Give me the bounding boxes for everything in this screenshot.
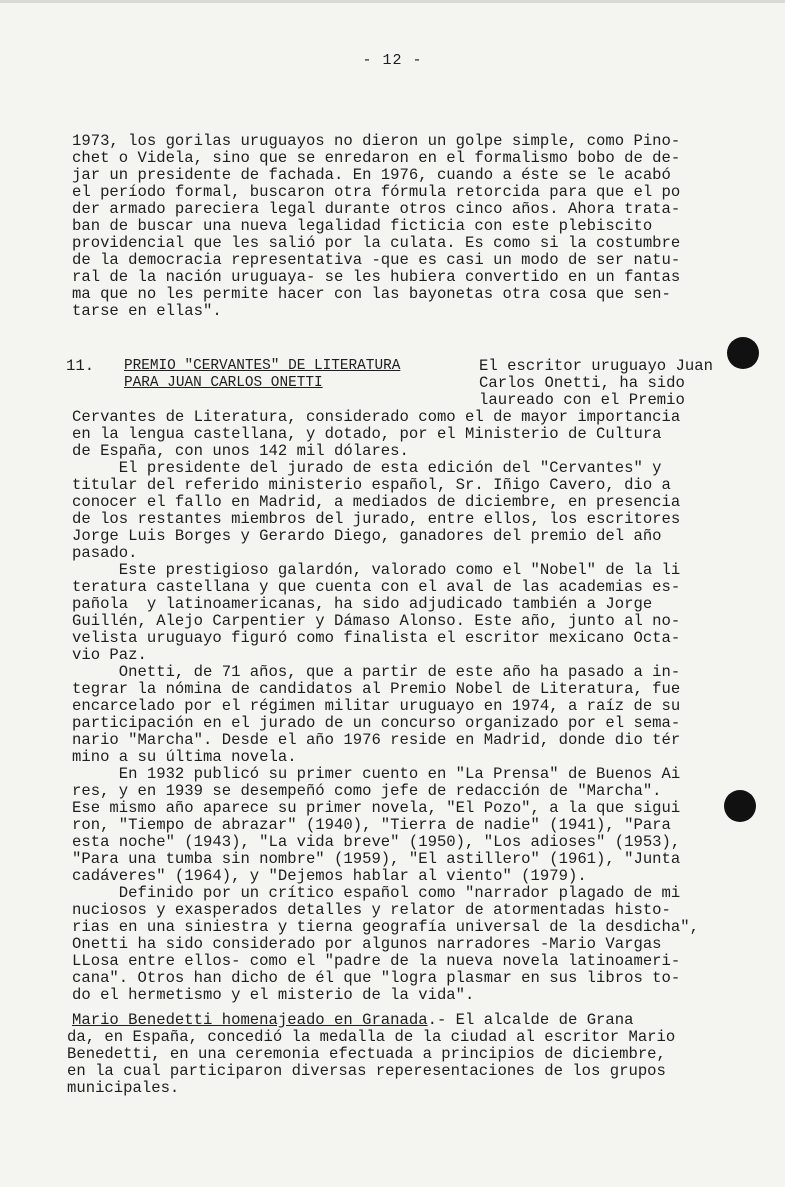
- text-line: ban de buscar una nueva legalidad ficticia con este plebiscito: [72, 217, 653, 235]
- text-line: nuciosos y exasperados detalles y relator de atormentadas histo-: [72, 901, 671, 919]
- text-line: teratura castellana y que cuenta con el aval de las academias es-: [72, 578, 681, 596]
- section-title-line-2: PARA JUAN CARLOS ONETTI: [124, 375, 323, 391]
- text-line: "Para una tumba sin nombre" (1959), "El astillero" (1961), "Junta: [72, 850, 681, 868]
- text-line: El presidente del jurado de esta edición del "Cervantes" y: [72, 459, 662, 477]
- text-line: Este prestigioso galardón, valorado como el "Nobel" de la li: [72, 561, 681, 579]
- text-line: conocer el fallo en Madrid, a mediados de diciembre, en presencia: [72, 493, 681, 511]
- benedetti-heading-line: [72, 1012, 633, 1029]
- page-number: - 12 -: [362, 52, 423, 69]
- punch-hole: [727, 337, 759, 369]
- text-line: En 1932 publicó su primer cuento en "La Prensa" de Buenos Ai: [72, 765, 681, 783]
- text-line: 1973, los gorilas uruguayos no dieron un golpe simple, como Pino-: [72, 132, 681, 150]
- text-line: Benedetti, en una ceremonia efectuada a principios de diciembre,: [67, 1045, 666, 1063]
- text-line: mino a su última novela.: [72, 748, 297, 766]
- text-line: Ese mismo año aparece su primer novela, "El Pozo", a la que sigui: [72, 799, 681, 817]
- text-line: el período formal, buscaron otra fórmula retorcida para que el po: [72, 183, 681, 201]
- text-line: tarse en ellas".: [72, 302, 222, 320]
- text-line: en la lengua castellana, y dotado, por el Ministerio de Cultura: [72, 425, 662, 443]
- text-line: municipales.: [67, 1079, 180, 1097]
- text-line: providencial que les salió por la culata. Es como si la costumbre: [72, 234, 681, 252]
- section-lead-line: laureado con el Premio: [479, 391, 685, 409]
- text-line: Cervantes de Literatura, considerado como el de mayor importancia: [72, 408, 681, 426]
- text-line: de España, con unos 142 mil dólares.: [72, 442, 409, 460]
- page-top-edge: [0, 0, 785, 3]
- section-lead-line: El escritor uruguayo Juan: [479, 357, 713, 375]
- text-line: ron, "Tiempo de abrazar" (1940), "Tierra de nadie" (1941), "Para: [72, 816, 671, 834]
- text-line: tegrar la nómina de candidatos al Premio Nobel de Literatura, fue: [72, 680, 681, 698]
- text-line: esta noche" (1943), "La vida breve" (1950), "Los adioses" (1953),: [72, 833, 681, 851]
- benedetti-title: Mario Benedetti homenajeado en Granada: [72, 1011, 428, 1029]
- text-line: Onetti, de 71 años, que a partir de este año ha pasado a in-: [72, 663, 681, 681]
- text-line: en la cual participaron diversas reperesentaciones de los grupos: [67, 1062, 666, 1080]
- text-line: chet o Videla, sino que se enredaron en el formalismo bobo de de-: [72, 149, 681, 167]
- text-line: nario "Marcha". Desde el año 1976 reside en Madrid, donde dio tér: [72, 731, 681, 749]
- text-line: da, en España, concedió la medalla de la ciudad al escritor Mario: [67, 1028, 676, 1046]
- section-lead-line: Carlos Onetti, ha sido: [479, 374, 685, 392]
- text-line: rias en una siniestra y tierna geografía universal de la desdicha",: [72, 918, 699, 936]
- text-line: Onetti ha sido considerado por algunos narradores -Mario Vargas: [72, 935, 662, 953]
- text-line: cadáveres" (1964), y "Dejemos hablar al viento" (1979).: [72, 867, 587, 885]
- text-line: der armado pareciera legal durante otros cinco años. Ahora trata-: [72, 200, 681, 218]
- section-title-line-1: PREMIO "CERVANTES" DE LITERATURA: [124, 358, 401, 374]
- text-line: participación en el jurado de un concurso organizado por el sema-: [72, 714, 681, 732]
- text-line: ma que no les permite hacer con las bayonetas otra cosa que sen-: [72, 285, 671, 303]
- text-line: titular del referido ministerio español, Sr. Iñigo Cavero, dio a: [72, 476, 671, 494]
- text-line: encarcelado por el régimen militar uruguayo en 1974, a raíz de su: [72, 697, 681, 715]
- text-line: res, y en 1939 se desempeñó como jefe de redacción de "Marcha".: [72, 782, 662, 800]
- section-number: 11.: [66, 357, 95, 375]
- text-line: Jorge Luis Borges y Gerardo Diego, ganadores del premio del año: [72, 527, 662, 545]
- text-line: Definido por un crítico español como "narrador plagado de mi: [72, 884, 681, 902]
- text-line: cana". Otros han dicho de él que "logra plasmar en sus libros to-: [72, 969, 681, 987]
- text-line: de la democracia representativa -que es casi un modo de ser natu-: [72, 251, 681, 269]
- text-line: de los restantes miembros del jurado, entre ellos, los escritores: [72, 510, 681, 528]
- text-line: velista uruguayo figuró como finalista el escritor mexicano Octa-: [72, 629, 681, 647]
- text-line: ral de la nación uruguaya- se les hubiera convertido en un fantas: [72, 268, 681, 286]
- text-line: Guillén, Alejo Carpentier y Dámaso Alonso. Este año, junto al no-: [72, 612, 681, 630]
- text-line: vio Paz.: [72, 646, 147, 664]
- text-line: LLosa entre ellos- como el "padre de la nueva novela latinoameri-: [72, 952, 681, 970]
- text-line: do el hermetismo y el misterio de la vida".: [72, 986, 475, 1004]
- benedetti-lead: .- El alcalde de Grana: [427, 1011, 634, 1029]
- text-line: pasado.: [72, 544, 138, 562]
- text-line: jar un presidente de fachada. En 1976, cuando a éste se le acabó: [72, 166, 671, 184]
- punch-hole: [724, 790, 756, 822]
- text-line: pañola y latinoamericanas, ha sido adjudicado también a Jorge: [72, 595, 653, 613]
